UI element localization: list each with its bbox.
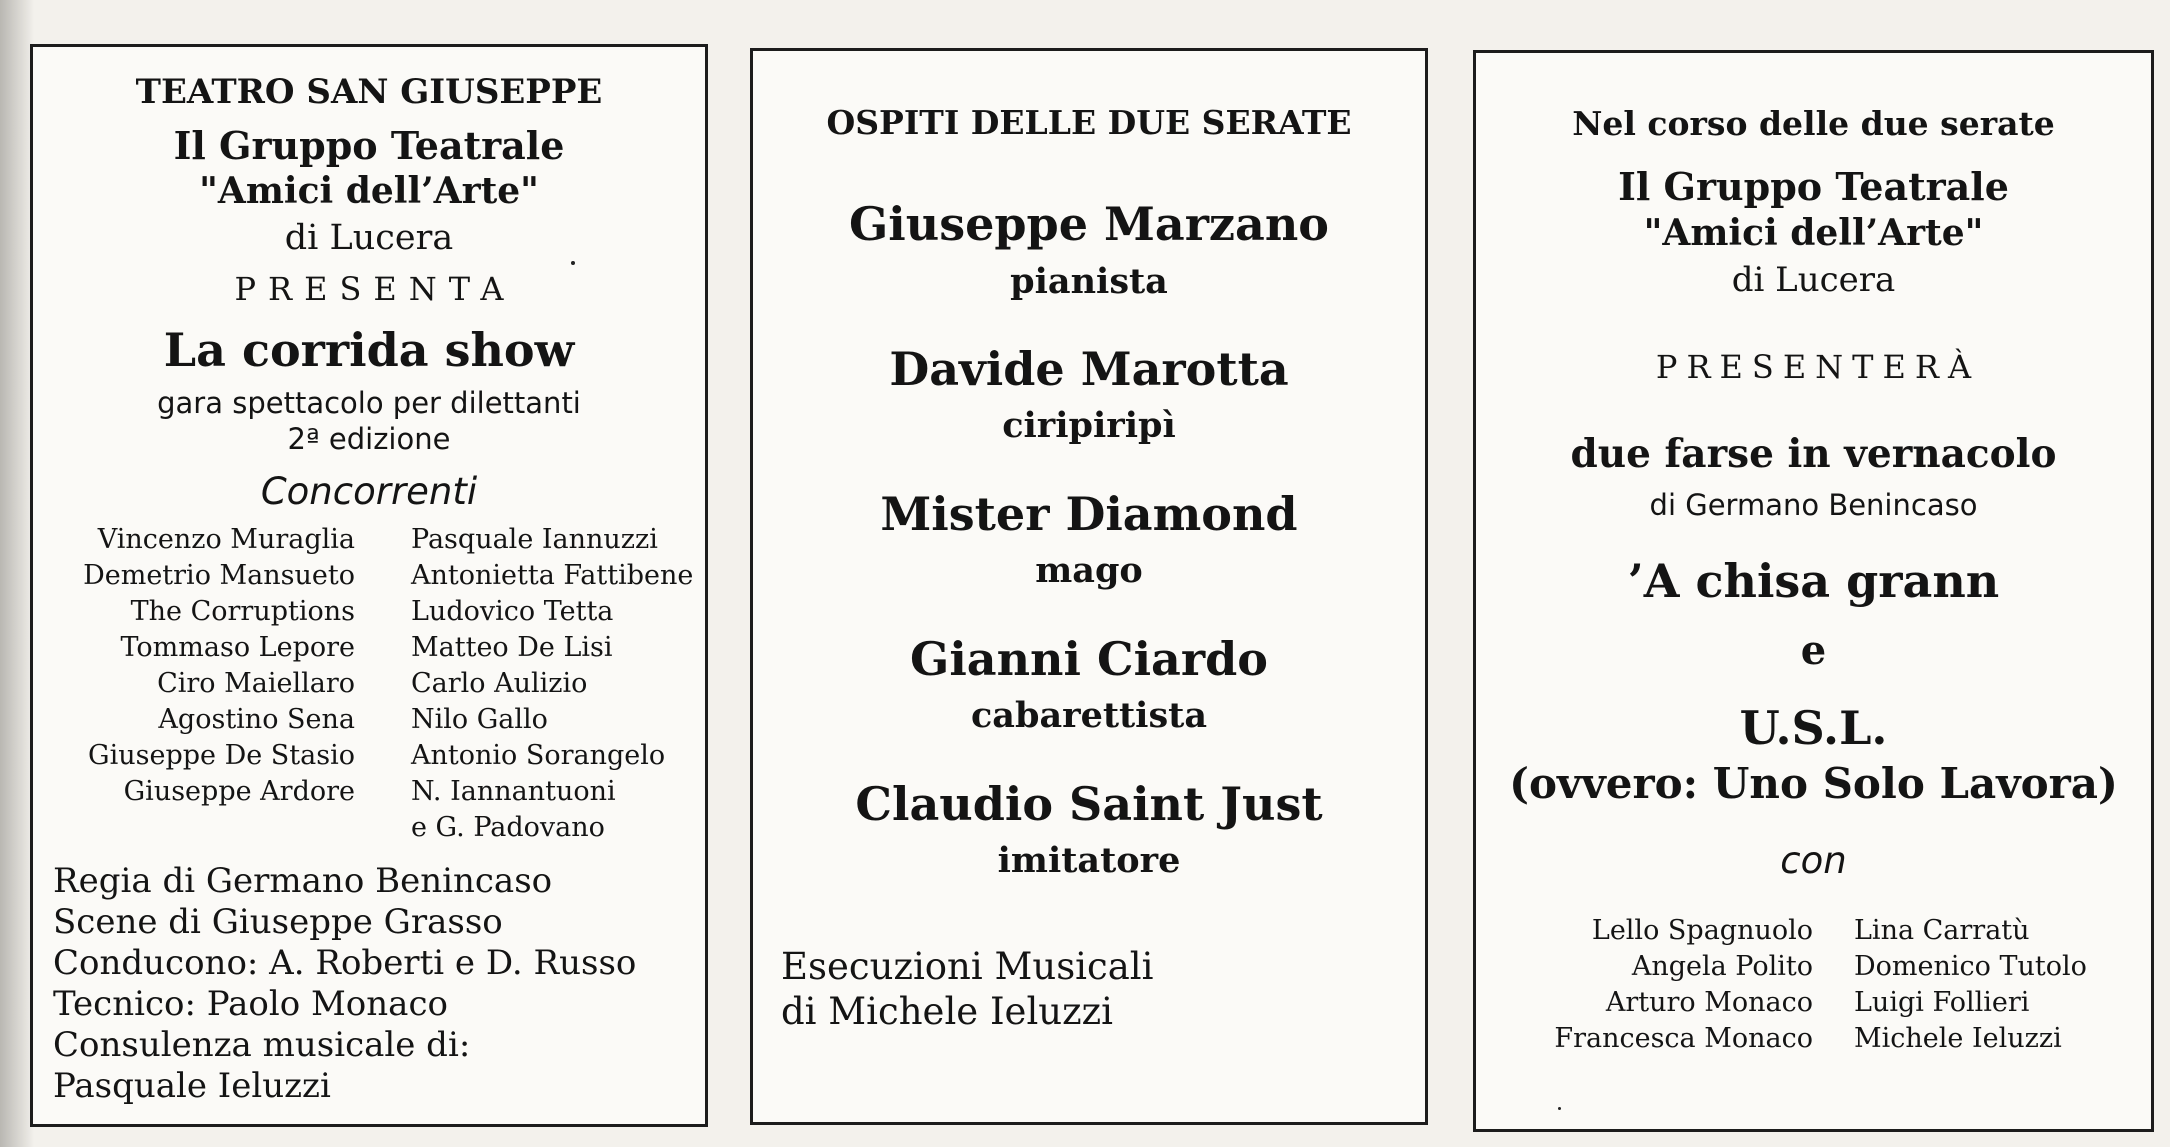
contestant-name: Antonietta Fattibene — [411, 560, 694, 591]
cast-member: Lello Spagnuolo — [1591, 915, 1813, 946]
contestant-name: e G. Padovano — [411, 812, 605, 843]
guest-role: ciripiripì — [1002, 405, 1176, 446]
guest-role: pianista — [1010, 261, 1168, 302]
contestant-name: Matteo De Lisi — [411, 632, 613, 663]
credit-line: Tecnico: Paolo Monaco — [53, 984, 448, 1024]
play-conjunction: e — [1800, 627, 1827, 674]
music-credit-line2: di Michele Ieluzzi — [781, 990, 1113, 1033]
play-title-2: U.S.L. — [1739, 701, 1888, 755]
contestant-name: Ciro Maiellaro — [157, 668, 355, 699]
cast-member: Angela Polito — [1631, 951, 1813, 982]
contestant-name: The Corruptions — [130, 596, 355, 627]
show-edition: 2ª edizione — [287, 422, 451, 456]
page-gutter-shadow — [0, 0, 34, 1147]
cast-member: Arturo Monaco — [1605, 987, 1813, 1018]
ink-speck — [1558, 1107, 1561, 1110]
cast-member: Michele Ieluzzi — [1854, 1023, 2062, 1054]
guest-name: Mister Diamond — [880, 487, 1298, 541]
cast-heading: con — [1780, 839, 1847, 882]
group-name-line1: Il Gruppo Teatrale — [173, 123, 565, 168]
credit-line: Conducono: A. Roberti e D. Russo — [53, 943, 637, 983]
guest-role: mago — [1035, 550, 1143, 591]
presenta-label: PRESENTA — [234, 270, 516, 308]
contestant-name: Giuseppe Ardore — [123, 776, 355, 807]
credits-block — [53, 861, 636, 1107]
contestants-left-column — [83, 522, 355, 810]
ink-speck — [571, 261, 575, 265]
contestant-name: Vincenzo Muraglia — [97, 524, 355, 555]
play-title-2-subtitle: (ovvero: Uno Solo Lavora) — [1509, 759, 2118, 808]
guest-name: Gianni Ciardo — [910, 632, 1268, 686]
credit-line: Consulenza musicale di: — [53, 1025, 471, 1065]
contestant-name: Pasquale Iannuzzi — [411, 524, 658, 555]
show-subtitle: gara spettacolo per dilettanti — [157, 386, 581, 420]
contestant-name: Demetrio Mansueto — [83, 560, 355, 591]
group-name-line1: Il Gruppo Teatrale — [1618, 164, 2009, 209]
music-credit — [781, 944, 1153, 1034]
guest-role: cabarettista — [970, 695, 1208, 736]
music-credit-line1: Esecuzioni Musicali — [781, 945, 1154, 988]
cast-member: Luigi Follieri — [1854, 987, 2030, 1018]
guest-name: Claudio Saint Just — [855, 777, 1323, 831]
cast-right-column — [1854, 913, 2087, 1057]
cast-member: Francesca Monaco — [1554, 1023, 1813, 1054]
contestant-name: Agostino Sena — [158, 704, 355, 735]
contestant-name: Ludovico Tetta — [411, 596, 614, 627]
contestants-heading: Concorrenti — [260, 470, 478, 513]
cast-left-column — [1554, 913, 1813, 1057]
farces-author: di Germano Benincaso — [1649, 488, 1978, 522]
credit-line: Scene di Giuseppe Grasso — [53, 902, 503, 942]
contestants-right-column — [411, 522, 693, 846]
play-title-1: ’A chisa grann — [1627, 554, 2000, 608]
program-card-guests — [750, 48, 1428, 1125]
contestant-name: Giuseppe De Stasio — [88, 740, 355, 771]
contestant-name: N. Iannantuoni — [411, 776, 616, 807]
contestant-name: Antonio Sorangelo — [411, 740, 666, 771]
contestant-name: Carlo Aulizio — [411, 668, 588, 699]
credit-line: Regia di Germano Benincaso — [53, 861, 553, 901]
guests-heading: OSPITI DELLE DUE SERATE — [826, 103, 1352, 142]
credit-line: Pasquale Ieluzzi — [53, 1066, 331, 1106]
guest-role: imitatore — [997, 840, 1181, 881]
program-card-farces — [1473, 50, 2154, 1132]
guest-name: Davide Marotta — [889, 342, 1289, 396]
group-name-line2: "Amici dell’Arte" — [199, 170, 539, 212]
group-city: di Lucera — [284, 218, 454, 258]
guest-name: Giuseppe Marzano — [849, 197, 1329, 251]
cast-member: Domenico Tutolo — [1854, 951, 2087, 982]
intro-line: Nel corso delle due serate — [1572, 104, 2055, 143]
presentera-label: PRESENTERÀ — [1655, 348, 1981, 386]
program-card-corrida — [30, 44, 708, 1127]
group-name-line2: "Amici dell’Arte" — [1643, 212, 1984, 254]
contestant-name: Tommaso Lepore — [120, 632, 355, 663]
contestant-name: Nilo Gallo — [411, 704, 548, 735]
theatre-name: TEATRO SAN GIUSEPPE — [135, 72, 603, 112]
cast-member: Lina Carratù — [1854, 915, 2030, 946]
farces-title: due farse in vernacolo — [1570, 431, 2057, 477]
show-title: La corrida show — [163, 323, 575, 377]
group-city: di Lucera — [1731, 260, 1896, 300]
